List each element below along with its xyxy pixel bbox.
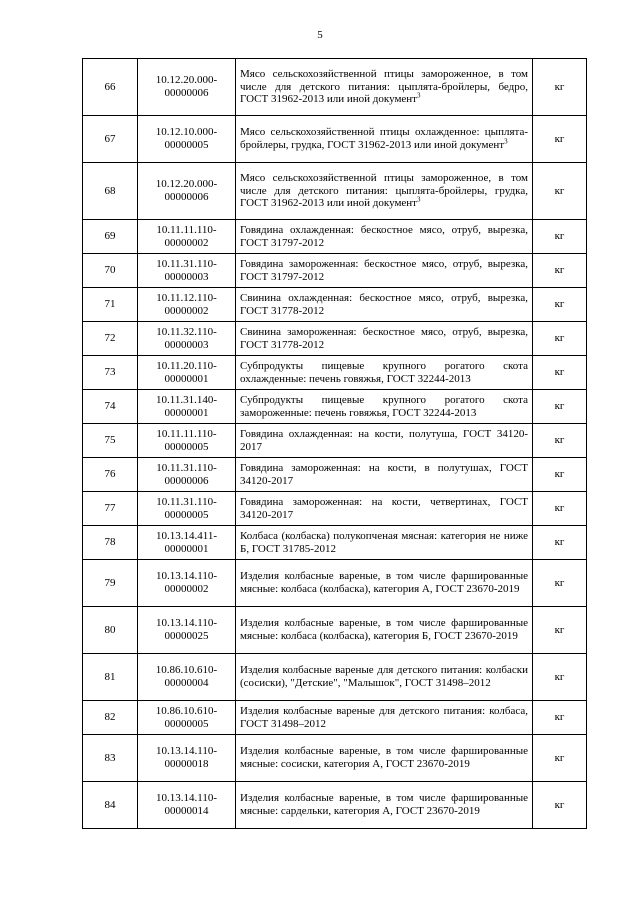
- okpd2-code-part1: 10.11.11.110-: [156, 427, 217, 440]
- product-name: [236, 356, 533, 390]
- row-number: 68: [83, 163, 138, 220]
- products-table: [82, 58, 587, 829]
- product-name: [236, 701, 533, 735]
- unit-of-measure: кг: [533, 59, 587, 116]
- product-name: [236, 254, 533, 288]
- okpd2-code: [138, 390, 236, 424]
- unit-of-measure: кг: [533, 356, 587, 390]
- row-number: 77: [83, 492, 138, 526]
- table-row: [83, 735, 587, 782]
- unit-of-measure: кг: [533, 288, 587, 322]
- footnote-ref: 3: [416, 91, 421, 100]
- page-number: 5: [317, 29, 323, 41]
- product-name: [236, 220, 533, 254]
- table-row: [83, 59, 587, 116]
- okpd2-code: [138, 163, 236, 220]
- okpd2-code-part2: 00000003: [164, 270, 209, 283]
- okpd2-code-part2: 00000001: [164, 372, 209, 385]
- okpd2-code-part2: 00000003: [164, 338, 209, 351]
- okpd2-code-part2: 00000004: [164, 677, 209, 689]
- okpd2-code-part2: 00000014: [164, 805, 209, 817]
- okpd2-code-part2: 00000025: [164, 630, 209, 642]
- footnote-ref: 3: [416, 195, 421, 204]
- product-name: [236, 492, 533, 526]
- okpd2-code: [138, 288, 236, 322]
- product-name: [236, 288, 533, 322]
- row-number: 73: [83, 356, 138, 390]
- table-row: [83, 782, 587, 829]
- product-name-text: Субпродукты пищевые крупного рогатого скота охлажденные: печень говяжья, ГОСТ 32244-2013: [240, 359, 528, 385]
- okpd2-code-part1: 10.12.10.000-: [155, 126, 218, 139]
- row-number: 81: [83, 654, 138, 701]
- product-name-text: Говядина замороженная: на кости, в полутушах, ГОСТ 34120-2017: [240, 461, 528, 487]
- table-row: [83, 701, 587, 735]
- row-number: 75: [83, 424, 138, 458]
- okpd2-code-part2: 00000005: [164, 717, 209, 730]
- okpd2-code-part1: 10.11.20.110-: [156, 359, 217, 372]
- product-name: [236, 59, 533, 116]
- okpd2-code-part1: 10.11.31.110-: [156, 495, 217, 508]
- okpd2-code-part1: 10.13.14.110-: [155, 745, 217, 758]
- product-name-text: Изделия колбасные вареные, в том числе фаршированные мясные: колбаса (колбаска), категория Б, ГОСТ 23670-2019: [240, 617, 528, 642]
- table-row: [83, 254, 587, 288]
- unit-of-measure: кг: [533, 492, 587, 526]
- table-row: [83, 356, 587, 390]
- product-name-text: Свинина охлажденная: бескостное мясо, отруб, вырезка, ГОСТ 31778-2012: [240, 291, 528, 317]
- okpd2-code: [138, 701, 236, 735]
- okpd2-code: [138, 356, 236, 390]
- okpd2-code-part2: 00000001: [164, 542, 209, 555]
- row-number: 71: [83, 288, 138, 322]
- product-name-text: Изделия колбасные вареные, в том числе фаршированные мясные: колбаса (колбаска), категория А, ГОСТ 23670-2019: [240, 570, 528, 595]
- unit-of-measure: кг: [533, 458, 587, 492]
- okpd2-code-part1: 10.11.31.110-: [156, 461, 217, 474]
- okpd2-code: [138, 59, 236, 116]
- okpd2-code: [138, 782, 236, 829]
- okpd2-code-part1: 10.86.10.610-: [155, 704, 218, 717]
- row-number: 84: [83, 782, 138, 829]
- okpd2-code-part2: 00000005: [164, 508, 209, 521]
- okpd2-code-part2: 00000001: [164, 406, 209, 419]
- product-name-text: Колбаса (колбаска) полукопченая мясная: категория не ниже Б, ГОСТ 31785-2012: [240, 529, 528, 555]
- product-name-text: Мясо сельскохозяйственной птицы замороженное, в том числе для детского питания: цыплята-бройлеры, бедро, ГОСТ 31962-2013 или иной документ: [240, 68, 528, 106]
- footnote-ref: 3: [504, 137, 508, 146]
- okpd2-code: [138, 322, 236, 356]
- okpd2-code-part1: 10.11.32.110-: [156, 325, 217, 338]
- row-number: 70: [83, 254, 138, 288]
- unit-of-measure: кг: [533, 607, 587, 654]
- product-name-text: Говядина замороженная: бескостное мясо, отруб, вырезка, ГОСТ 31797-2012: [240, 257, 528, 283]
- okpd2-code-part2: 00000005: [164, 139, 209, 151]
- product-name: [236, 782, 533, 829]
- product-name: [236, 116, 533, 163]
- okpd2-code-part2: 00000005: [164, 440, 209, 453]
- product-name: [236, 390, 533, 424]
- unit-of-measure: кг: [533, 116, 587, 163]
- unit-of-measure: кг: [533, 163, 587, 220]
- product-name-text: Изделия колбасные вареные для детского питания: колбаски (сосиски), "Детские", "Малышок", ГОСТ 31498–2012: [240, 664, 528, 689]
- okpd2-code-part1: 10.11.12.110-: [156, 291, 217, 304]
- table-row: [83, 322, 587, 356]
- okpd2-code-part1: 10.11.31.140-: [155, 393, 217, 406]
- okpd2-code-part2: 00000018: [164, 758, 209, 770]
- okpd2-code: [138, 607, 236, 654]
- product-name: [236, 458, 533, 492]
- okpd2-code-part1: 10.12.20.000-: [155, 74, 218, 87]
- okpd2-code-part1: 10.11.31.110-: [156, 257, 217, 270]
- okpd2-code-part1: 10.12.20.000-: [155, 178, 218, 191]
- row-number: 69: [83, 220, 138, 254]
- product-name-text: Мясо сельскохозяйственной птицы охлажденное: цыплята-бройлеры, грудка, ГОСТ 31962-2013 или иной документ: [240, 126, 528, 151]
- row-number: 79: [83, 560, 138, 607]
- okpd2-code-part1: 10.86.10.610-: [155, 664, 218, 677]
- table-row: [83, 492, 587, 526]
- row-number: 83: [83, 735, 138, 782]
- unit-of-measure: кг: [533, 390, 587, 424]
- okpd2-code-part1: 10.13.14.411-: [155, 529, 217, 542]
- row-number: 76: [83, 458, 138, 492]
- product-name: [236, 526, 533, 560]
- product-name-text: Говядина охлажденная: бескостное мясо, отруб, вырезка, ГОСТ 31797-2012: [240, 223, 528, 249]
- okpd2-code-part1: 10.13.14.110-: [155, 792, 217, 805]
- unit-of-measure: кг: [533, 526, 587, 560]
- okpd2-code: [138, 116, 236, 163]
- row-number: 67: [83, 116, 138, 163]
- unit-of-measure: кг: [533, 220, 587, 254]
- table-row: [83, 526, 587, 560]
- product-name-text: Свинина замороженная: бескостное мясо, отруб, вырезка, ГОСТ 31778-2012: [240, 325, 528, 351]
- table-row: [83, 654, 587, 701]
- okpd2-code-part2: 00000002: [164, 583, 209, 595]
- table-row: [83, 458, 587, 492]
- unit-of-measure: кг: [533, 424, 587, 458]
- product-name-text: Изделия колбасные вареные для детского питания: колбаса, ГОСТ 31498–2012: [240, 704, 528, 730]
- okpd2-code: [138, 654, 236, 701]
- products-table-body: [83, 59, 587, 829]
- unit-of-measure: кг: [533, 254, 587, 288]
- row-number: 74: [83, 390, 138, 424]
- okpd2-code: [138, 220, 236, 254]
- table-row: [83, 607, 587, 654]
- okpd2-code: [138, 458, 236, 492]
- unit-of-measure: кг: [533, 701, 587, 735]
- row-number: 80: [83, 607, 138, 654]
- product-name-text: Мясо сельскохозяйственной птицы замороженное, в том числе для детского питания: цыплята-бройлеры, грудка, ГОСТ 31962-2013 или иной документ: [240, 172, 528, 210]
- table-row: [83, 560, 587, 607]
- okpd2-code: [138, 526, 236, 560]
- okpd2-code: [138, 424, 236, 458]
- unit-of-measure: кг: [533, 782, 587, 829]
- unit-of-measure: кг: [533, 322, 587, 356]
- row-number: 82: [83, 701, 138, 735]
- table-row: [83, 390, 587, 424]
- table-row: [83, 116, 587, 163]
- product-name: [236, 735, 533, 782]
- table-row: [83, 220, 587, 254]
- okpd2-code-part1: 10.13.14.110-: [155, 570, 217, 583]
- unit-of-measure: кг: [533, 735, 587, 782]
- product-name-text: Говядина охлажденная: на кости, полутуша, ГОСТ 34120-2017: [240, 427, 528, 453]
- product-name: [236, 607, 533, 654]
- product-name: [236, 424, 533, 458]
- table-row: [83, 288, 587, 322]
- unit-of-measure: кг: [533, 560, 587, 607]
- unit-of-measure: кг: [533, 654, 587, 701]
- okpd2-code-part2: 00000002: [164, 304, 209, 317]
- product-name: [236, 560, 533, 607]
- product-name-text: Изделия колбасные вареные, в том числе фаршированные мясные: сардельки, категория А, ГОСТ 23670-2019: [240, 792, 528, 817]
- product-name: [236, 654, 533, 701]
- okpd2-code-part1: 10.13.14.110-: [155, 617, 217, 630]
- product-name-text: Субпродукты пищевые крупного рогатого скота замороженные: печень говяжья, ГОСТ 32244-2013: [240, 393, 528, 419]
- okpd2-code: [138, 560, 236, 607]
- table-row: [83, 163, 587, 220]
- okpd2-code-part2: 00000006: [164, 474, 209, 487]
- table-row: [83, 424, 587, 458]
- product-name-text: Говядина замороженная: на кости, четвертинах, ГОСТ 34120-2017: [240, 495, 528, 521]
- okpd2-code-part2: 00000006: [164, 87, 209, 99]
- okpd2-code: [138, 735, 236, 782]
- okpd2-code-part1: 10.11.11.110-: [156, 223, 217, 236]
- row-number: 66: [83, 59, 138, 116]
- row-number: 78: [83, 526, 138, 560]
- row-number: 72: [83, 322, 138, 356]
- okpd2-code: [138, 254, 236, 288]
- okpd2-code-part2: 00000006: [164, 191, 209, 203]
- okpd2-code-part2: 00000002: [164, 236, 209, 249]
- product-name: [236, 163, 533, 220]
- okpd2-code: [138, 492, 236, 526]
- product-name: [236, 322, 533, 356]
- product-name-text: Изделия колбасные вареные, в том числе фаршированные мясные: сосиски, категория А, ГОСТ 23670-2019: [240, 745, 528, 770]
